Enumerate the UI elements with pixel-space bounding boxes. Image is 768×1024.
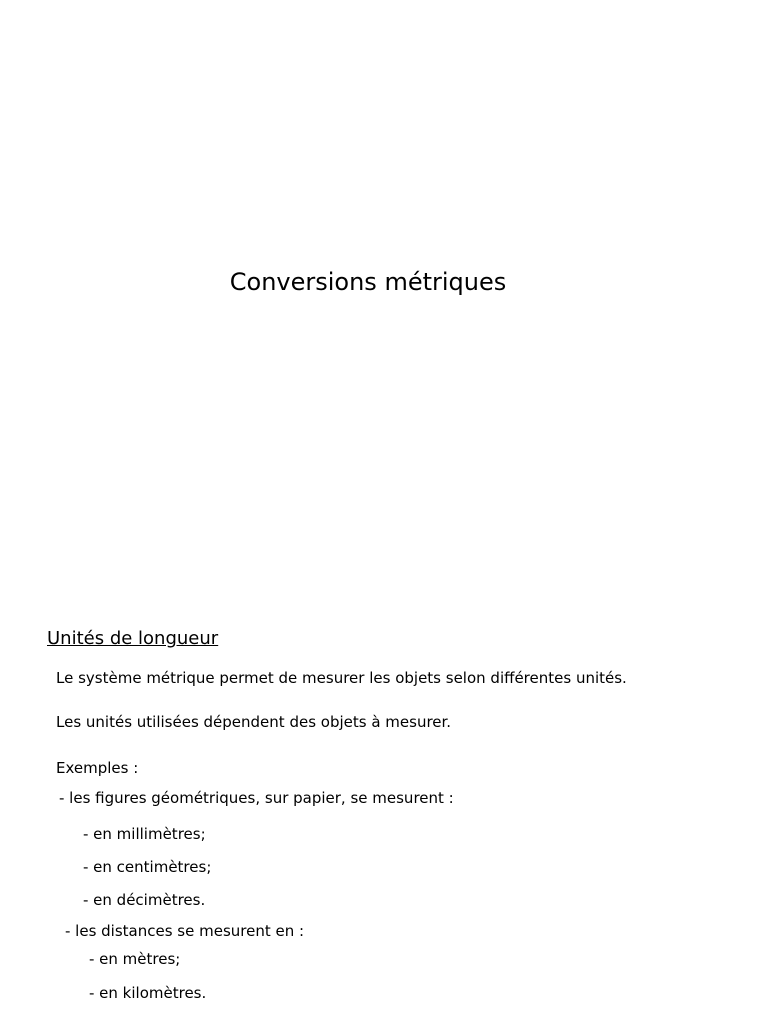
list-item-decimetres: - en décimètres. (83, 891, 206, 909)
distances-intro: - les distances se mesurent en : (65, 922, 305, 940)
page-title: Conversions métriques (229, 268, 507, 296)
list-item-metres: - en mètres; (89, 950, 181, 968)
list-item-centimetres: - en centimètres; (83, 858, 212, 876)
examples-label: Exemples : (56, 759, 139, 777)
paragraph-units-used: Les unités utilisées dépendent des objets à mesurer. (56, 713, 452, 731)
section-heading: Unités de longueur (47, 628, 219, 649)
list-item-millimetres: - en millimètres; (83, 825, 206, 843)
list-item-kilometres: - en kilomètres. (89, 984, 207, 1002)
figures-intro: - les figures géométriques, sur papier, se mesurent : (59, 789, 454, 807)
paragraph-metric-system: Le système métrique permet de mesurer les objets selon différentes unités. (56, 669, 627, 687)
